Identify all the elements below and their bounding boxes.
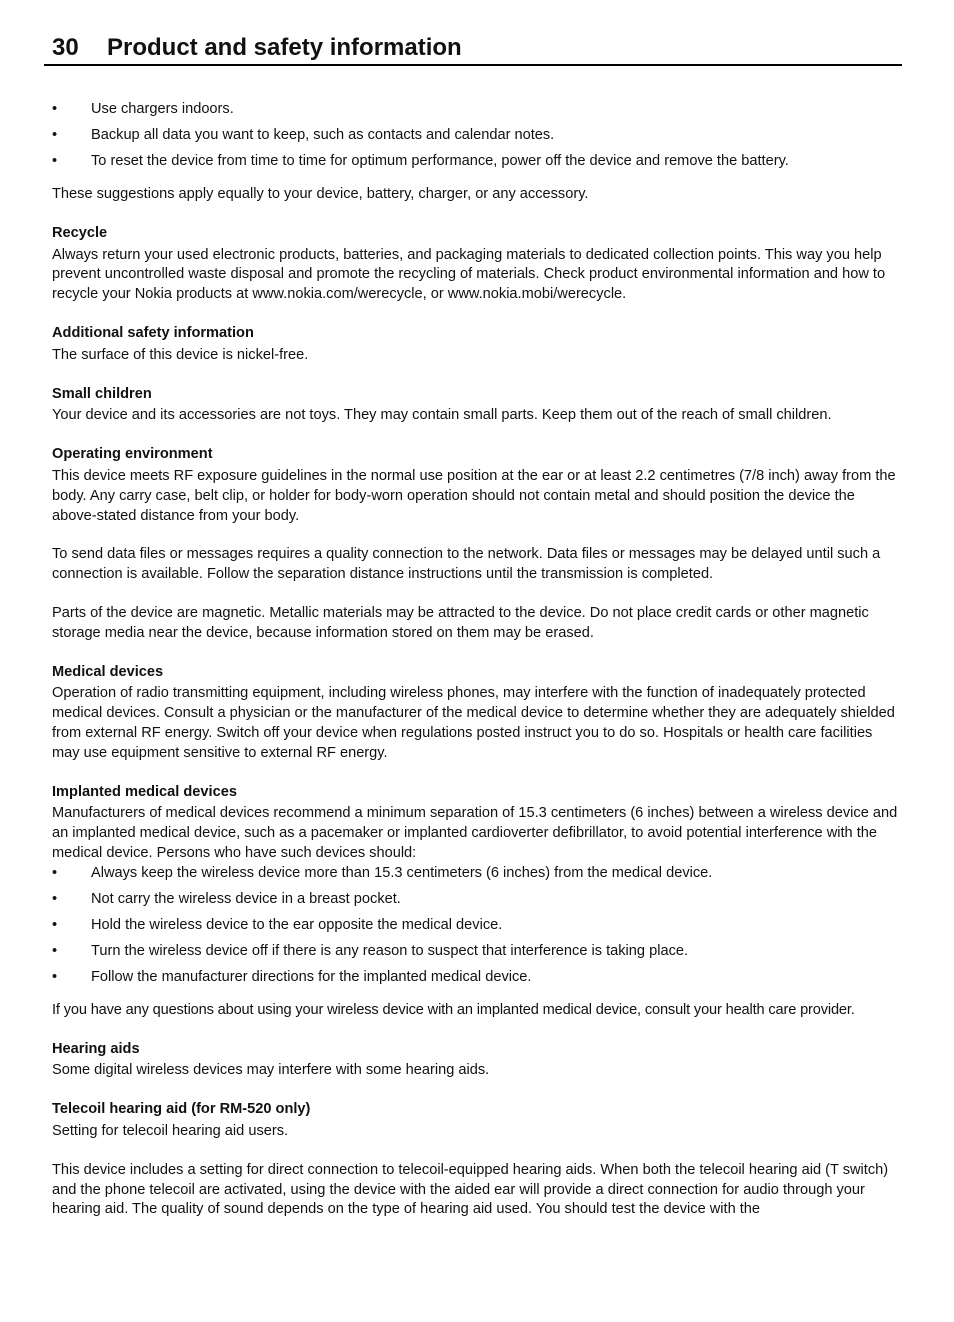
list-item: • Always keep the wireless device more than 15.3 centimeters (6 inches) from the medical device. — [52, 864, 898, 884]
section-additional-safety — [52, 324, 898, 366]
list-item: • To reset the device from time to time for optimum performance, power off the device and remove the battery. — [52, 152, 898, 172]
intro-bullet-list — [52, 100, 898, 172]
section-paragraph: Setting for telecoil hearing aid users. — [52, 1123, 289, 1140]
section-paragraph: This device meets RF exposure guidelines in the normal use position at the ear or at least 2.2 centimetres (7/8 inch) away from the body. Any carry case, belt clip, or holder for body-worn operation should not contain metal and should position the device the above-stated distance from your body. — [52, 467, 896, 524]
list-item: • Not carry the wireless device in a breast pocket. — [52, 890, 898, 910]
section-medical-devices — [52, 663, 898, 764]
list-item: • Follow the manufacturer directions for the implanted medical device. — [52, 968, 898, 988]
implanted-bullet-list — [52, 864, 898, 988]
list-item: • Hold the wireless device to the ear opposite the medical device. — [52, 916, 898, 936]
section-small-children — [52, 385, 898, 427]
section-implanted-medical-devices — [52, 783, 898, 1021]
intro-paragraph: These suggestions apply equally to your device, battery, charger, or any accessory. — [52, 185, 589, 202]
list-item: • Turn the wireless device off if there is any reason to suspect that interference is taking place. — [52, 942, 898, 962]
section-heading: Recycle — [52, 224, 108, 241]
section-paragraph: To send data files or messages requires a quality connection to the network. Data files or messages may be delayed until such a connection is available. Follow the separation distance instructions until the transmission is completed. — [52, 546, 881, 583]
section-paragraph: Always return your used electronic products, batteries, and packaging materials to dedicated collection points. This way you help prevent uncontrolled waste disposal and promote the recycling of materials. Check product environmental information and how to recycle your Nokia products at www.nokia.com/werecycle, or www.nokia.mobi/werecycle. — [52, 246, 886, 303]
section-recycle — [52, 224, 898, 305]
section-paragraph: Some digital wireless devices may interfere with some hearing aids. — [52, 1062, 490, 1079]
page-content — [52, 100, 898, 1220]
section-heading: Implanted medical devices — [52, 783, 237, 800]
section-heading: Telecoil hearing aid (for RM-520 only) — [52, 1101, 311, 1118]
section-hearing-aids — [52, 1040, 898, 1082]
section-heading: Operating environment — [52, 446, 213, 463]
page-number: 30 — [52, 34, 79, 61]
section-heading: Small children — [52, 385, 152, 402]
section-paragraph: Your device and its accessories are not toys. They may contain small parts. Keep them out of the reach of small children. — [52, 407, 832, 424]
section-paragraph: This device includes a setting for direct connection to telecoil-equipped hearing aids. When both the telecoil hearing aid (T switch) and the phone telecoil are activated, using the device with the aided ear will provide a direct connection for audio through your hearing aid. The quality of sound depends on the type of hearing aid used. You should test the device with the — [52, 1161, 889, 1218]
section-paragraph: Operation of radio transmitting equipment, including wireless phones, may interfere with the function of inadequately protected medical devices. Consult a physician or the manufacturer of the medical device to determine whether they are adequately shielded from external RF energy. Switch off your device when regulations posted instruct you to do so. Hospitals or health care facilities may use equipment sensitive to external RF energy. — [52, 685, 895, 761]
page-title: Product and safety information — [107, 34, 462, 61]
page-header — [44, 32, 902, 66]
section-heading: Additional safety information — [52, 324, 254, 341]
section-paragraph: The surface of this device is nickel-free. — [52, 346, 309, 363]
section-operating-environment — [52, 445, 898, 643]
list-item: • Use chargers indoors. — [52, 100, 898, 120]
section-heading: Hearing aids — [52, 1040, 140, 1057]
section-heading: Medical devices — [52, 663, 164, 680]
list-item: • Backup all data you want to keep, such as contacts and calendar notes. — [52, 126, 898, 146]
section-paragraph: If you have any questions about using your wireless device with an implanted medical device, consult your health care provider. — [52, 1001, 855, 1018]
section-paragraph: Manufacturers of medical devices recommend a minimum separation of 15.3 centimeters (6 inches) between a wireless device and an implanted medical device, such as a pacemaker or implanted cardioverter defibrillator, to avoid potential interference with the medical device. Persons who have such devices should: — [52, 805, 898, 861]
section-telecoil — [52, 1100, 898, 1220]
section-paragraph: Parts of the device are magnetic. Metallic materials may be attracted to the device. Do not place credit cards or other magnetic storage media near the device, because information stored on them may be erased. — [52, 604, 869, 641]
